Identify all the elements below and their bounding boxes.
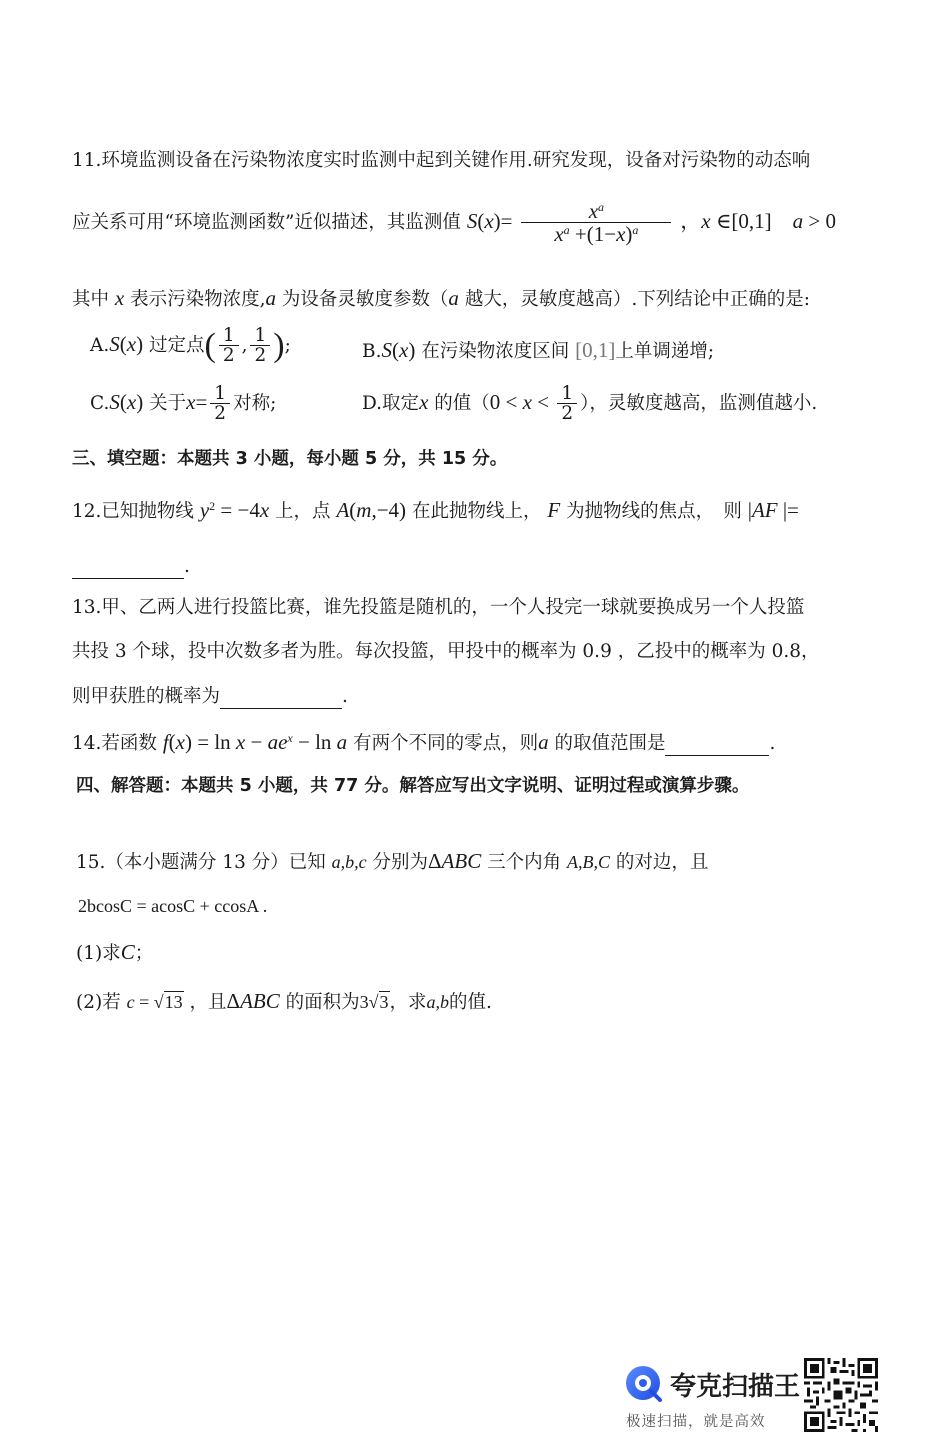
q15-l1b: 分别为 (372, 852, 429, 873)
q12-l1c: 在此抛物线上， (411, 501, 542, 522)
q14-answer-blank[interactable] (665, 733, 769, 756)
q13-l3: 则甲获胜的概率为 (72, 686, 221, 707)
q14-b: 有两个不同的零点，则 (353, 733, 539, 754)
q14-period: . (769, 733, 776, 754)
optA-text: 过定点 (148, 334, 205, 356)
q11-option-d: D.取定x 的值（0 < x < $\frac{1}{2}$ ），灵敏度越高，监测值越小. (362, 383, 818, 425)
optC-text: 关于 (149, 392, 187, 414)
q13-answer-blank[interactable] (220, 686, 342, 709)
q15-l4a: (2)若 (76, 992, 121, 1013)
section4-heading: 四、解答题：本题共 5 小题，共 77 分。解答应写出文字说明、证明过程或演算步骤。 (76, 776, 750, 796)
optB-interval: [0,1] (575, 338, 616, 362)
optA-label: A. (90, 334, 110, 356)
optB-label: B. (362, 341, 382, 362)
q11-line3: 其中 x 表示污染物浓度,a 为设备灵敏度参数（a 越大，灵敏度越高）.下列结论中正确的是: (72, 286, 810, 310)
optC-post: 对称; (233, 392, 277, 414)
q11-line2 (72, 200, 836, 246)
q14-a: 14.若函数 (72, 733, 157, 754)
q11-l3d: 越大，灵敏度越高）.下列结论中正确的是: (464, 289, 810, 310)
q11-option-b: B.S(x) 在污染物浓度区间 [0,1]上单调递增; (362, 338, 715, 362)
q12-l1b: 上，点 (275, 501, 331, 522)
monitor-fraction: $\frac{x^a}{x^a +(1-x)^a}$ (521, 200, 671, 246)
qr-code-icon (804, 1358, 878, 1432)
q15-l4e: 的值. (449, 992, 492, 1013)
q11-option-a: A.S(x) 过定点( $\frac{1}{2}$ , $\frac{1}{2}$ ); (90, 325, 291, 367)
q11-line1: 11.环境监测设备在污染物浓度实时监测中起到关键作用.研究发现，设备对污染物的动态响 (72, 150, 811, 171)
q13-line1: 13.甲、乙两人进行投篮比赛，谁先投篮是随机的，一个人投完一球就要换成另一个人投篮 (72, 597, 805, 618)
q12-l1a: 12.已知抛物线 (72, 501, 194, 522)
q14-c: 的取值范围是 (554, 733, 666, 754)
q13-line3 (72, 686, 348, 709)
q11-l3a: 其中 (72, 289, 110, 310)
q12-l1d: 为抛物线的焦点， 则 (566, 501, 742, 522)
q12-line2 (72, 556, 190, 579)
q13-line2: 共投 3 个球，投中次数多者为胜。每次投篮，甲投中的概率为 0.9 ，乙投中的概率为 0.8， (72, 641, 820, 662)
scanner-slogan: 极速扫描，就是高效 (626, 1414, 766, 1430)
q15-line1: 15.（本小题满分 13 分）已知 a,b,c 分别为ΔABC 三个内角 A,B,C 的对边，且 (76, 849, 709, 873)
q12-period: . (184, 556, 190, 577)
q14-line: 14.若函数 $f(x) = \ln x - ae^x - \ln a$ 有两个不同的零点，则a 的取值范围是 . (72, 730, 775, 756)
monitor-function-formula: S(x)= $\frac{x^a}{x^a +(1-x)^a}$ ，x ∈[0,1] a > 0 (466, 199, 836, 247)
q15-l4b: ，且 (189, 992, 227, 1013)
optD-label: D.取定 (362, 392, 420, 414)
optD-text: 的值（ (434, 392, 490, 414)
q11-l3b: 表示污染物浓度, (130, 289, 266, 310)
optB-text: 在污染物浓度区间 (421, 341, 570, 362)
optD-post: ），灵敏度越高，监测值越小. (580, 392, 818, 414)
q15-line4: (2)若 c = √13 ，且ΔABC 的面积为3√3，求a,b的值. (76, 989, 492, 1013)
scanner-app-name: 夸克扫描王 (670, 1372, 801, 1402)
q12-line1: 12.已知抛物线 $y^2 = -4x$ 上，点 A(m,−4) 在此抛物线上， F 为抛物线的焦点， 则 |AF |= (72, 498, 799, 522)
q15-l1c: 三个内角 (487, 852, 562, 873)
q15-line2: 2bcosC = acosC + ccosA . (78, 896, 268, 916)
q15-l4d: ，求 (389, 992, 427, 1013)
q15-l1d: 的对边，且 (615, 852, 709, 873)
q11-line2-text: 应关系可用“环境监测函数”近似描述，其监测值 (72, 211, 461, 233)
q15-l3b: ； (134, 943, 154, 964)
q12-answer-blank[interactable] (72, 556, 184, 579)
optC-label: C. (90, 392, 110, 414)
section3-heading: 三、填空题：本题共 3 小题，每小题 5 分，共 15 分。 (72, 449, 508, 469)
q15-l1a: 15.（本小题满分 13 分）已知 (76, 852, 326, 873)
optB-post: 上单调递增; (615, 341, 715, 362)
quark-logo-icon (624, 1364, 664, 1404)
q15-l3a: (1)求 (76, 943, 121, 964)
q13-period: . (342, 686, 348, 707)
q11-l3c: 为设备灵敏度参数（ (281, 289, 449, 310)
q15-line3: (1)求C； (76, 940, 154, 964)
q11-option-c: C.S(x) 关于x= $\frac{1}{2}$ 对称; (90, 383, 277, 425)
q15-l4c: 的面积为 (285, 992, 360, 1013)
